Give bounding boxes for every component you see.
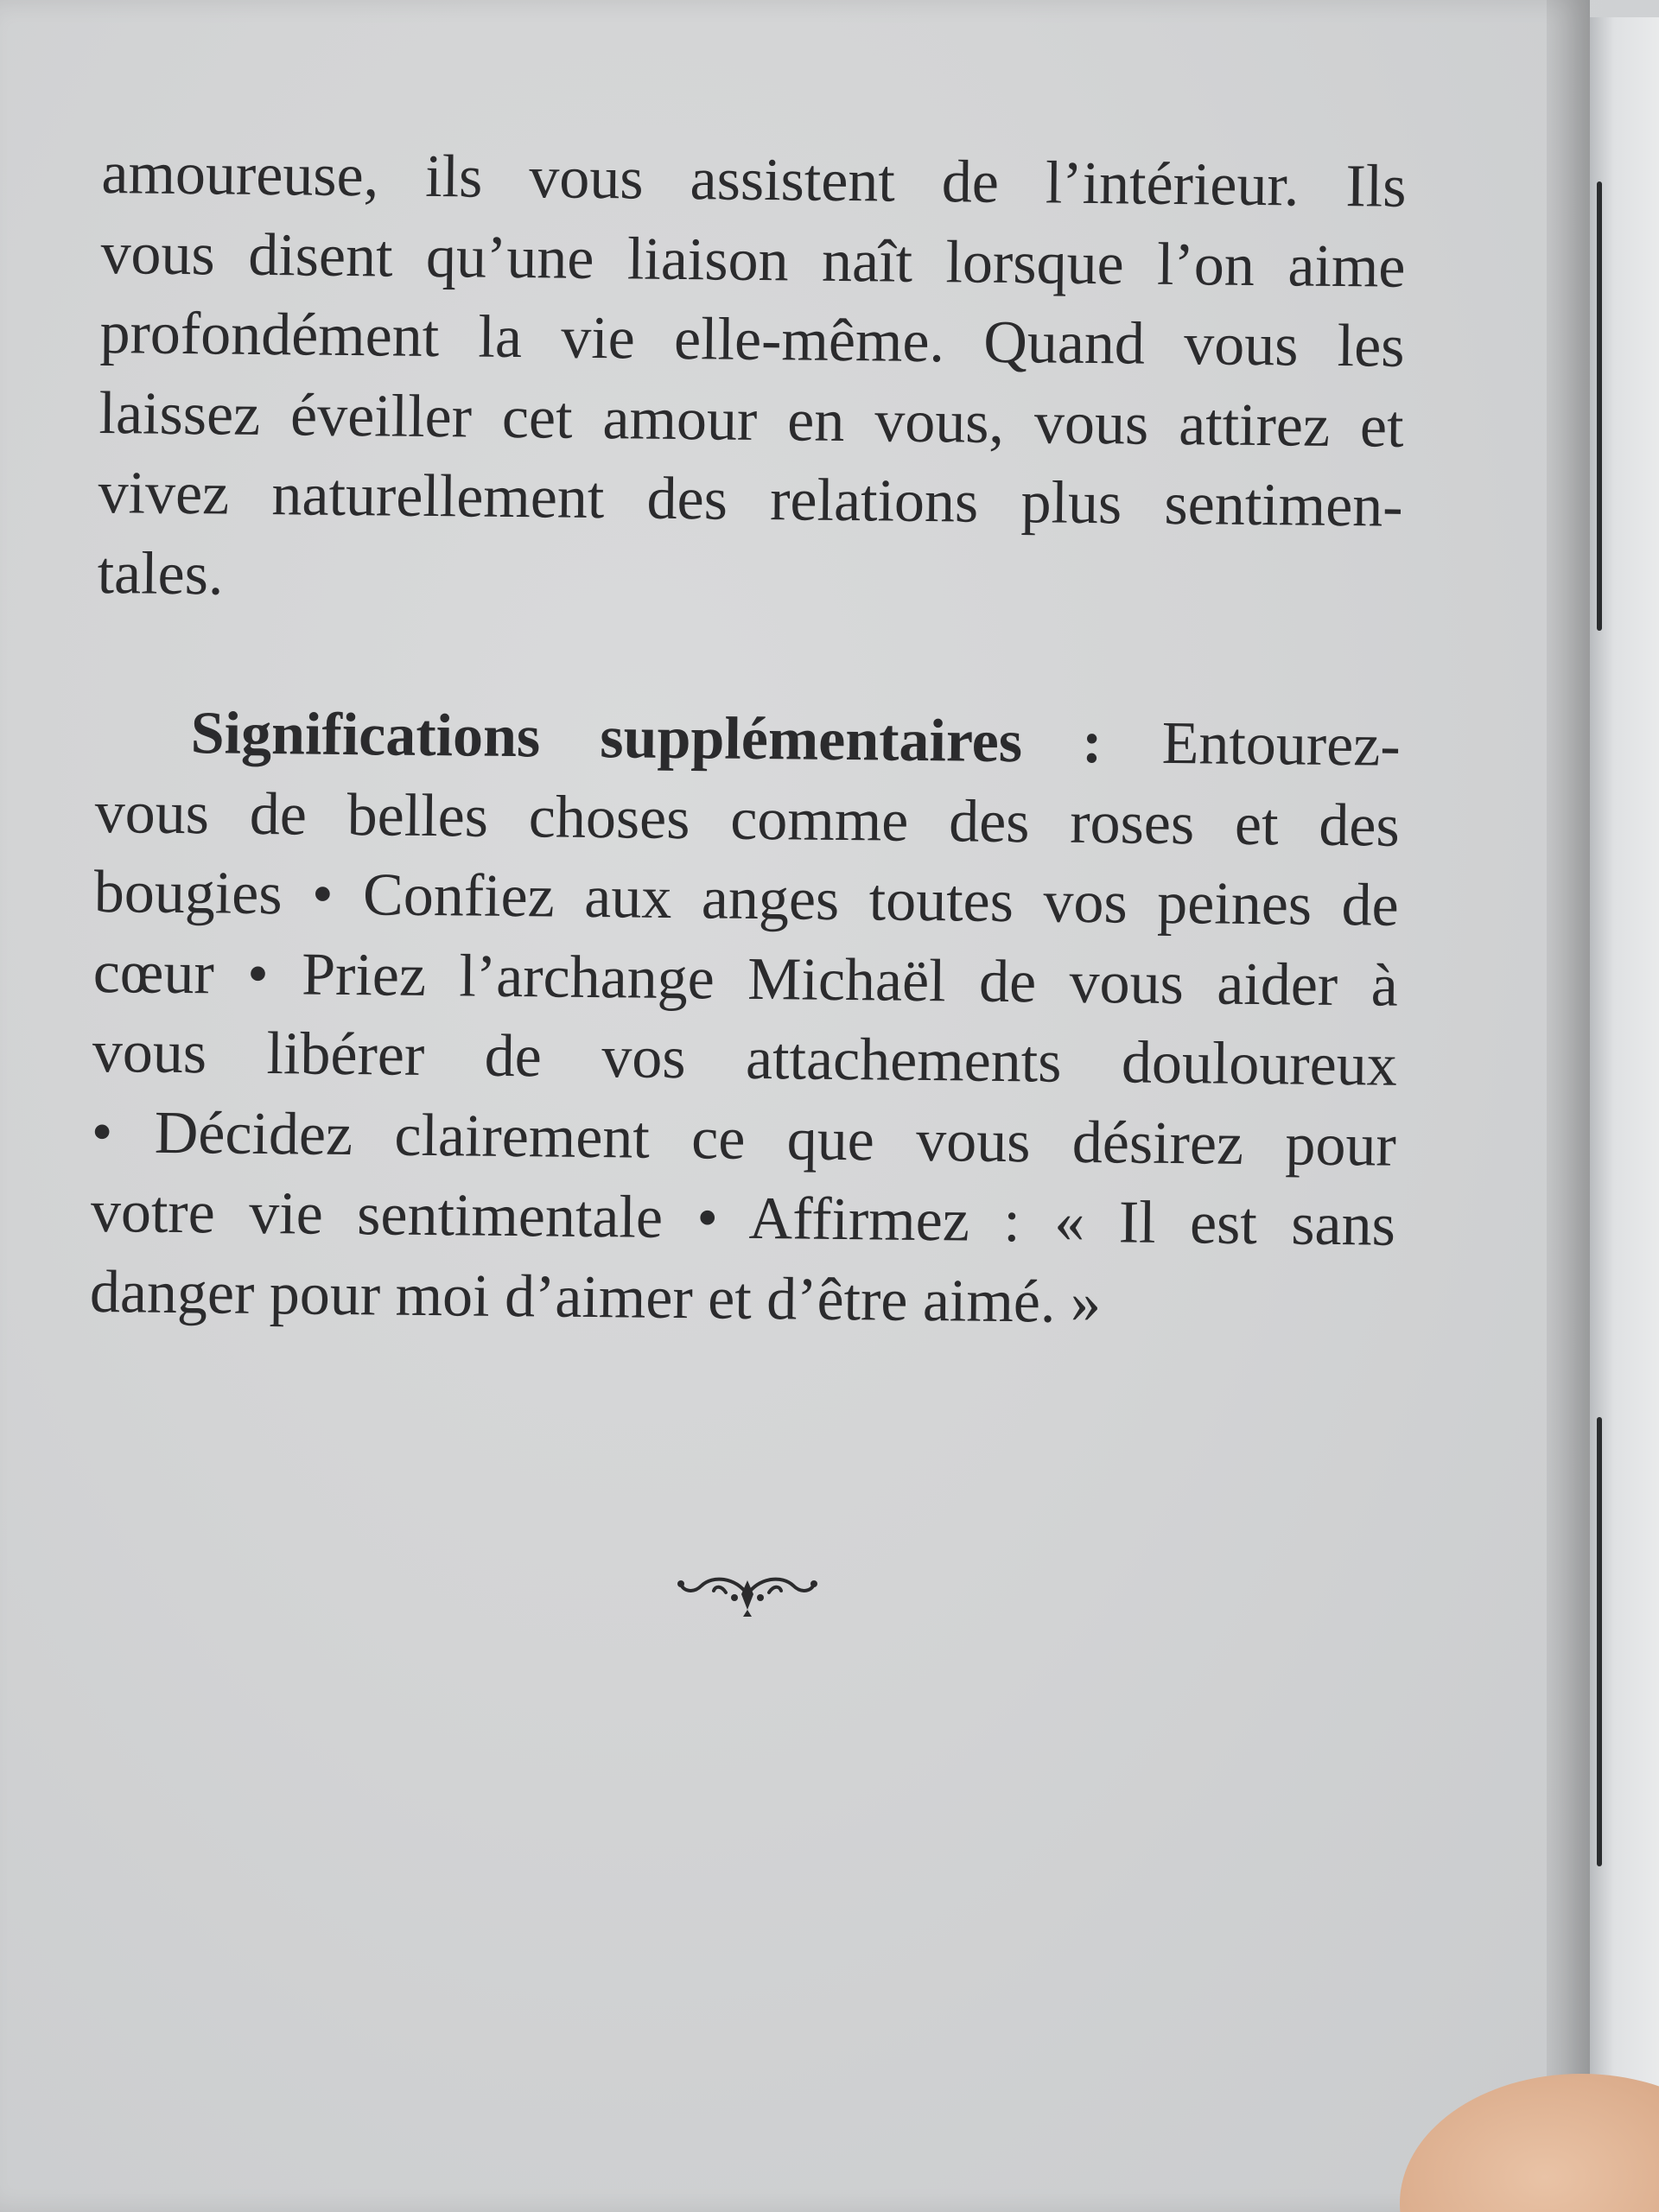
paragraph-spacer bbox=[96, 613, 1402, 707]
page-shadow bbox=[1547, 0, 1590, 2212]
text-line: cœur • Priez l’archange Michaël de vous aider à bbox=[92, 938, 1399, 1020]
text-line: tales. bbox=[97, 539, 224, 607]
text-fragment: Entourez- bbox=[1161, 709, 1402, 779]
paragraph-1 bbox=[97, 134, 1407, 627]
text-line: • Décidez clairement ce que vous désirez pour bbox=[91, 1098, 1397, 1179]
text-line: profondément la vie elle-même. Quand vous les bbox=[99, 299, 1405, 380]
section-heading: Significations supplémentaires : bbox=[190, 700, 1103, 777]
text-line: vous de belles choses comme des roses et des bbox=[94, 779, 1401, 860]
text-line: votre vie sentimentale • Affirmez : « Il est sans bbox=[90, 1178, 1396, 1259]
stack-edge-line bbox=[1597, 181, 1602, 631]
text-line bbox=[95, 693, 1401, 786]
text-line: vous disent qu’une liaison naît lorsque l’on aime bbox=[100, 219, 1406, 301]
text-line: laissez éveiller cet amour en vous, vous attirez et bbox=[99, 379, 1404, 461]
text-line: danger pour moi d’aimer et d’être aimé. » bbox=[89, 1258, 1102, 1336]
fleuron-ornament-icon bbox=[674, 1560, 821, 1620]
text-line: vous libérer de vos attachements douloureux bbox=[92, 1018, 1398, 1099]
text-line: amoureuse, ils vous assistent de l’intérieur. Ils bbox=[101, 139, 1407, 220]
text-line: vivez naturellement des relations plus sentimen- bbox=[98, 459, 1403, 540]
stack-edge-line bbox=[1597, 1417, 1602, 1866]
paragraph-2 bbox=[89, 693, 1401, 1346]
text-line: bougies • Confiez aux anges toutes vos peines de bbox=[93, 858, 1400, 939]
page-text bbox=[89, 134, 1406, 1346]
